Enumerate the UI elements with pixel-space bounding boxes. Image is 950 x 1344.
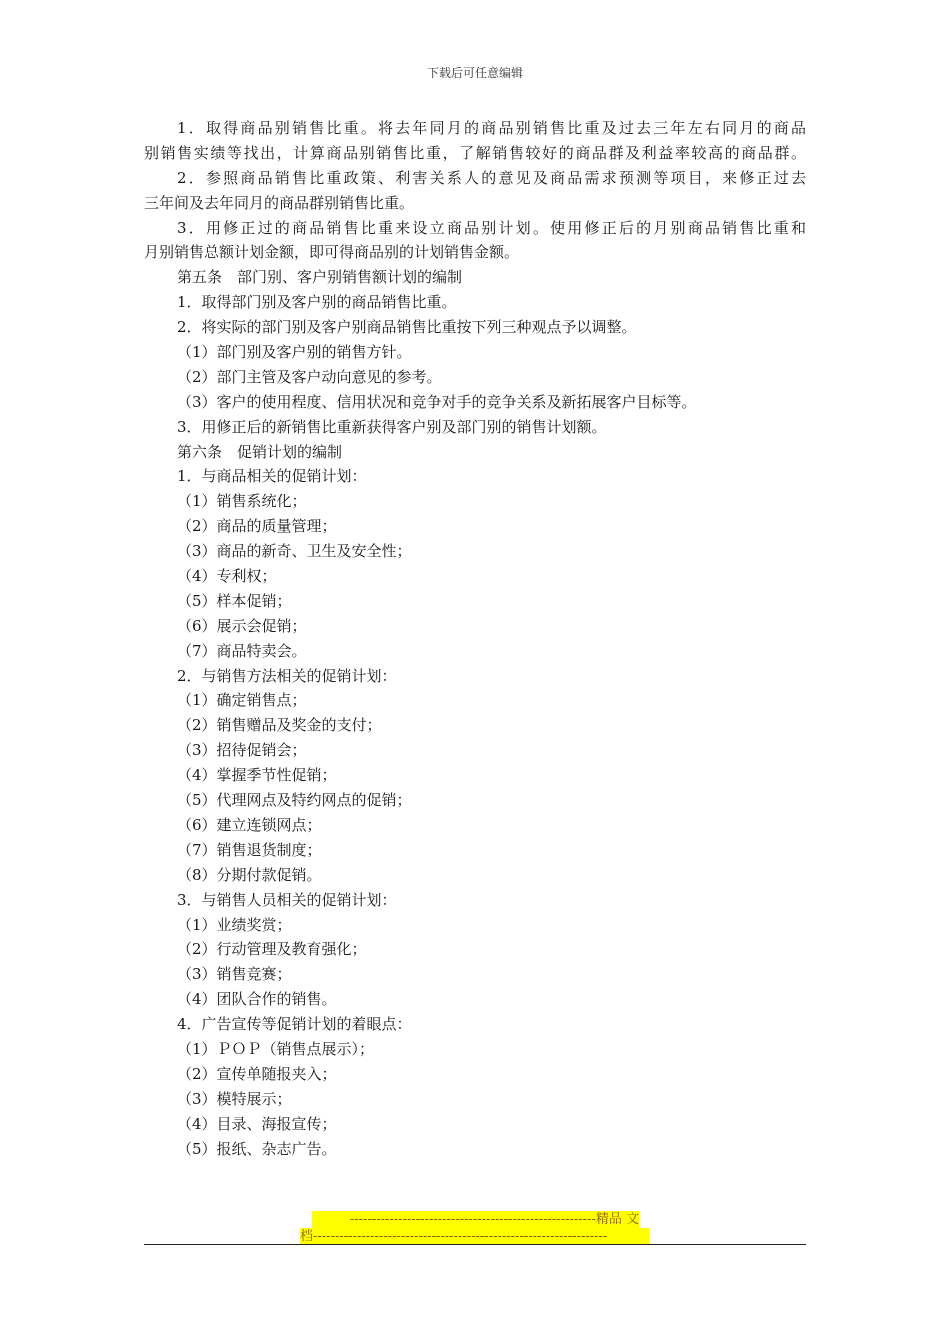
list-item: （5）样本促销； [177,591,292,610]
list-item: （3）模特展示； [177,1089,292,1108]
list-item: （3）销售竞赛； [177,965,292,984]
paragraph-line: 2．参照商品销售比重政策、利害关系人的意见及商品需求预测等项目，来修正过去 [177,168,806,187]
list-item: （2）部门主管及客户动向意见的参考。 [177,367,442,386]
paragraph-line: 1．取得商品别销售比重。将去年同月的商品别销售比重及过去三年左右同月的商品 [177,119,806,137]
paragraph-line: 月别销售总额计划金额，即可得商品别的计划销售金额。 [144,243,520,262]
list-item: （7）商品特卖会。 [177,641,307,660]
page-header: 下载后可任意编辑 [426,66,523,80]
footer-watermark [300,1211,650,1245]
list-item: 2．与销售方法相关的促销计划： [177,666,397,685]
list-item: （2）行动管理及教育强化； [177,940,367,959]
list-item: （4）掌握季节性促销； [177,766,337,785]
article-heading: 第六条 促销计划的编制 [177,442,343,461]
list-item: （2）宣传单随报夹入； [177,1064,337,1083]
paragraph-line: 别销售实绩等找出，计算商品别销售比重，了解销售较好的商品群及利益率较高的商品群。 [144,143,806,162]
list-item: （1）部门别及客户别的销售方针。 [177,343,412,362]
list-item: 1．与商品相关的促销计划： [177,467,367,486]
list-item: （4）目录、海报宣传； [177,1114,337,1133]
list-item: （3）商品的新奇、卫生及安全性； [177,542,412,561]
list-item: （1）确定销售点； [177,691,307,710]
document-body [144,116,806,1161]
list-item: 4．广告宣传等促销计划的着眼点： [177,1015,412,1034]
footer-line-1: --------------------------------------------------------精品 文 [312,1211,639,1228]
list-item: 1．取得部门别及客户别的商品销售比重。 [177,293,457,312]
list-item: （7）销售退货制度； [177,840,322,859]
list-item: （4）团队合作的销售。 [177,990,337,1009]
list-item: （6）展示会促销； [177,616,307,635]
paragraph-line: 3．用修正过的商品销售比重来设立商品别计划。使用修正后的月别商品销售比重和 [177,218,806,237]
list-item: 3．用修正后的新销售比重新获得客户别及部门别的销售计划额。 [177,417,607,436]
paragraph-line: 三年间及去年同月的商品群别销售比重。 [144,193,415,212]
list-item: （5）报纸、杂志广告。 [177,1139,337,1158]
list-item: （3）客户的使用程度、信用状况和竞争对手的竞争关系及新拓展客户目标等。 [177,392,697,411]
list-item: （5）代理网点及特约网点的促销； [177,791,412,810]
list-item: （6）建立连锁网点； [177,815,322,834]
list-item: 2．将实际的部门别及客户别商品销售比重按下列三种观点予以调整。 [177,318,637,337]
list-item: （1）ＰＯＰ（销售点展示）； [177,1039,375,1058]
list-item: （8）分期付款促销。 [177,865,322,884]
list-item: （1）销售系统化； [177,492,307,511]
list-item: （2）销售赠品及奖金的支付； [177,716,382,735]
list-item: （4）专利权； [177,567,277,586]
list-item: （2）商品的质量管理； [177,517,337,536]
footer-divider [144,1244,806,1245]
list-item: 3．与销售人员相关的促销计划： [177,890,397,909]
article-heading: 第五条 部门别、客户别销售额计划的编制 [177,268,463,287]
list-item: （3）招待促销会； [177,741,307,760]
list-item: （1）业绩奖赏； [177,915,292,934]
footer-line-2: 档------------------------------------------------------------------- [300,1228,649,1245]
